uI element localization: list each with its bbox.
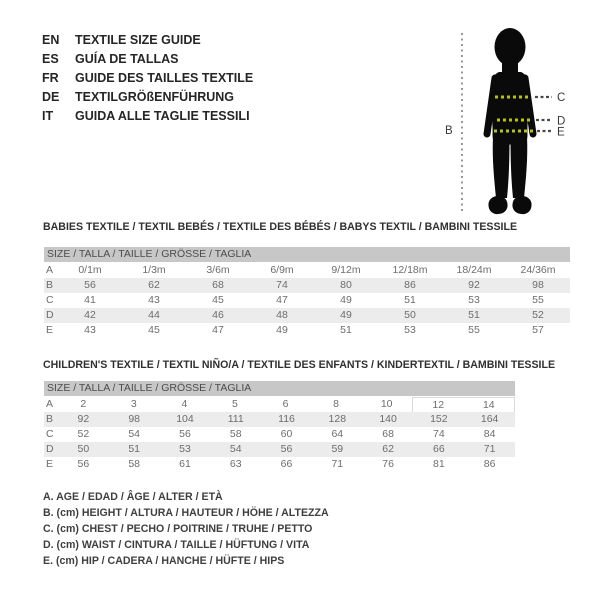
language-code: FR — [42, 71, 59, 85]
table-cell: 53 — [404, 324, 416, 336]
table-cell: 68 — [382, 428, 394, 440]
legend-item-a: A. AGE / EDAD / ÂGE / ALTER / ETÀ — [43, 491, 223, 503]
children-size-table — [44, 381, 515, 472]
language-label: TEXTILE SIZE GUIDE — [75, 33, 201, 47]
row-label: A — [46, 398, 54, 410]
table-cell: 60 — [280, 428, 293, 440]
table-row-d — [44, 308, 570, 323]
table-cell: 43 — [84, 324, 96, 336]
language-row-fr — [42, 69, 253, 88]
table-cell: 41 — [84, 294, 96, 306]
table-cell: 74 — [433, 428, 445, 440]
table-cell: 140 — [379, 413, 397, 425]
language-row-es — [42, 50, 253, 69]
table-cell: 51 — [128, 443, 141, 455]
table-cell: 4 — [181, 398, 188, 410]
table-cell: 44 — [148, 309, 160, 321]
table-cell: 48 — [276, 309, 288, 321]
table-row-c — [44, 427, 515, 442]
babies-table-body — [44, 263, 570, 338]
table-cell: 68 — [212, 279, 224, 291]
language-row-it — [42, 107, 253, 126]
row-label: D — [46, 443, 54, 455]
table-cell: 43 — [148, 294, 160, 306]
table-cell: 6 — [282, 398, 289, 410]
table-cell: 71 — [331, 458, 344, 470]
table-cell: 8 — [333, 398, 340, 410]
row-label: B — [46, 413, 54, 425]
table-cell: 71 — [483, 443, 496, 455]
table-cell: 2 — [80, 398, 87, 410]
table-cell: 111 — [227, 413, 244, 425]
row-label: A — [46, 264, 54, 276]
table-cell: 92 — [468, 279, 480, 291]
table-row-e — [44, 323, 570, 338]
table-cell: 52 — [532, 309, 544, 321]
table-cell: 66 — [433, 443, 445, 455]
babies-size-table — [44, 247, 570, 338]
table-cell: 84 — [483, 428, 496, 440]
language-label: GUIDA ALLE TAGLIE TESSILI — [75, 109, 250, 123]
table-cell: 18/24m — [456, 264, 492, 276]
table-cell: 51 — [404, 294, 416, 306]
table-cell: 63 — [229, 458, 242, 470]
row-label: C — [46, 428, 54, 440]
babies-section-title: BABIES TEXTILE / TEXTIL BEBÉS / TEXTILE DES BÉBÉS / BABYS TEXTIL / BAMBINI TESSILE — [43, 221, 518, 233]
table-cell: 116 — [278, 413, 295, 425]
table-row-a — [44, 397, 515, 412]
height-label: B — [445, 125, 453, 137]
table-cell: 49 — [340, 294, 352, 306]
table-cell: 1/3m — [142, 264, 166, 276]
language-row-en — [42, 31, 253, 50]
row-label: B — [46, 279, 54, 291]
table-cell: 14 — [464, 397, 516, 412]
table-cell: 45 — [148, 324, 160, 336]
table-cell: 128 — [328, 413, 347, 425]
table-cell: 12 — [412, 397, 464, 412]
table-cell: 52 — [77, 428, 90, 440]
language-label: GUIDE DES TAILLES TEXTILE — [75, 71, 254, 85]
table-cell: 49 — [276, 324, 288, 336]
table-cell: 3 — [130, 398, 137, 410]
table-cell: 51 — [468, 309, 480, 321]
table-cell: 64 — [331, 428, 344, 440]
table-cell: 76 — [382, 458, 394, 470]
table-row-c — [44, 293, 570, 308]
table-cell: 104 — [176, 413, 194, 425]
table-cell: 0/1m — [78, 264, 102, 276]
table-cell: 54 — [128, 428, 141, 440]
language-row-de — [42, 88, 253, 107]
table-cell: 6/9m — [270, 264, 294, 276]
table-cell: 98 — [128, 413, 141, 425]
measurement-legend — [43, 489, 329, 569]
table-cell: 55 — [468, 324, 480, 336]
table-cell: 47 — [212, 324, 224, 336]
table-cell: 56 — [77, 458, 90, 470]
row-label: E — [46, 324, 54, 336]
table-cell: 3/6m — [206, 264, 230, 276]
language-label: GUÍA DE TALLAS — [75, 52, 179, 66]
table-row-b — [44, 278, 570, 293]
table-cell: 62 — [382, 443, 394, 455]
table-cell: 58 — [229, 428, 242, 440]
language-list — [42, 31, 253, 126]
child-silhouette-figure — [425, 8, 590, 223]
language-label: TEXTILGRÖßENFÜHRUNG — [75, 90, 235, 104]
table-cell: 86 — [483, 458, 496, 470]
children-table-body — [44, 397, 515, 472]
table-cell: 56 — [179, 428, 191, 440]
table-cell: 66 — [280, 458, 293, 470]
table-header: SIZE / TALLA / TAILLE / GRÖSSE / TAGLIA — [44, 247, 570, 262]
table-cell: 62 — [148, 279, 160, 291]
legend-item-d: D. (cm) WAIST / CINTURA / TAILLE / HÜFTUNG / VITA — [43, 539, 310, 551]
table-cell: 152 — [430, 413, 448, 425]
table-cell: 56 — [280, 443, 293, 455]
row-label: C — [46, 294, 54, 306]
table-cell: 45 — [212, 294, 224, 306]
table-cell: 59 — [331, 443, 344, 455]
table-cell: 56 — [84, 279, 96, 291]
table-cell: 92 — [77, 413, 90, 425]
table-cell: 42 — [84, 309, 96, 321]
table-cell: 49 — [340, 309, 352, 321]
table-cell: 61 — [179, 458, 191, 470]
table-row-d — [44, 442, 515, 457]
language-code: IT — [42, 109, 54, 123]
table-row-e — [44, 457, 515, 472]
table-cell: 80 — [340, 279, 352, 291]
waist-label: D — [557, 115, 566, 128]
row-label: D — [46, 309, 54, 321]
legend-item-c: C. (cm) CHEST / PECHO / POITRINE / TRUHE / PETTO — [43, 523, 313, 535]
table-cell: 51 — [340, 324, 352, 336]
table-cell: 57 — [532, 324, 544, 336]
table-cell: 98 — [532, 279, 544, 291]
table-row-a — [44, 263, 570, 278]
chest-label: C — [557, 92, 566, 104]
table-cell: 86 — [404, 279, 416, 291]
table-cell: 5 — [232, 398, 238, 410]
row-label: E — [46, 458, 54, 470]
table-cell: 12/18m — [392, 264, 428, 276]
table-cell: 47 — [276, 294, 288, 306]
table-cell: 164 — [480, 413, 499, 425]
table-cell: 46 — [212, 309, 224, 321]
table-cell: 53 — [179, 443, 191, 455]
child-silhouette — [487, 28, 533, 215]
table-cell: 50 — [404, 309, 416, 321]
language-code: ES — [42, 52, 59, 66]
table-cell: 81 — [433, 458, 445, 470]
language-code: EN — [42, 33, 60, 47]
legend-item-b: B. (cm) HEIGHT / ALTURA / HAUTEUR / HÖHE / ALTEZZA — [43, 507, 329, 519]
table-cell: 74 — [276, 279, 288, 291]
children-section-title: CHILDREN'S TEXTILE / TEXTIL NIÑO/A / TEXTILE DES ENFANTS / KINDERTEXTIL / BAMBINI TESSILE — [43, 359, 556, 371]
table-cell: 24/36m — [520, 264, 556, 276]
table-cell: 58 — [128, 458, 141, 470]
table-cell: 50 — [77, 443, 90, 455]
hip-label: E — [557, 126, 565, 139]
table-cell: 55 — [532, 294, 544, 306]
table-cell: 54 — [229, 443, 242, 455]
legend-item-e: E. (cm) HIP / CADERA / HANCHE / HÜFTE / HIPS — [43, 555, 285, 567]
table-cell: 53 — [468, 294, 480, 306]
table-row-b — [44, 412, 515, 427]
table-cell: 9/12m — [331, 264, 361, 276]
table-cell: 10 — [380, 398, 393, 410]
table-header: SIZE / TALLA / TAILLE / GRÖSSE / TAGLIA — [44, 381, 515, 396]
language-code: DE — [42, 90, 60, 104]
